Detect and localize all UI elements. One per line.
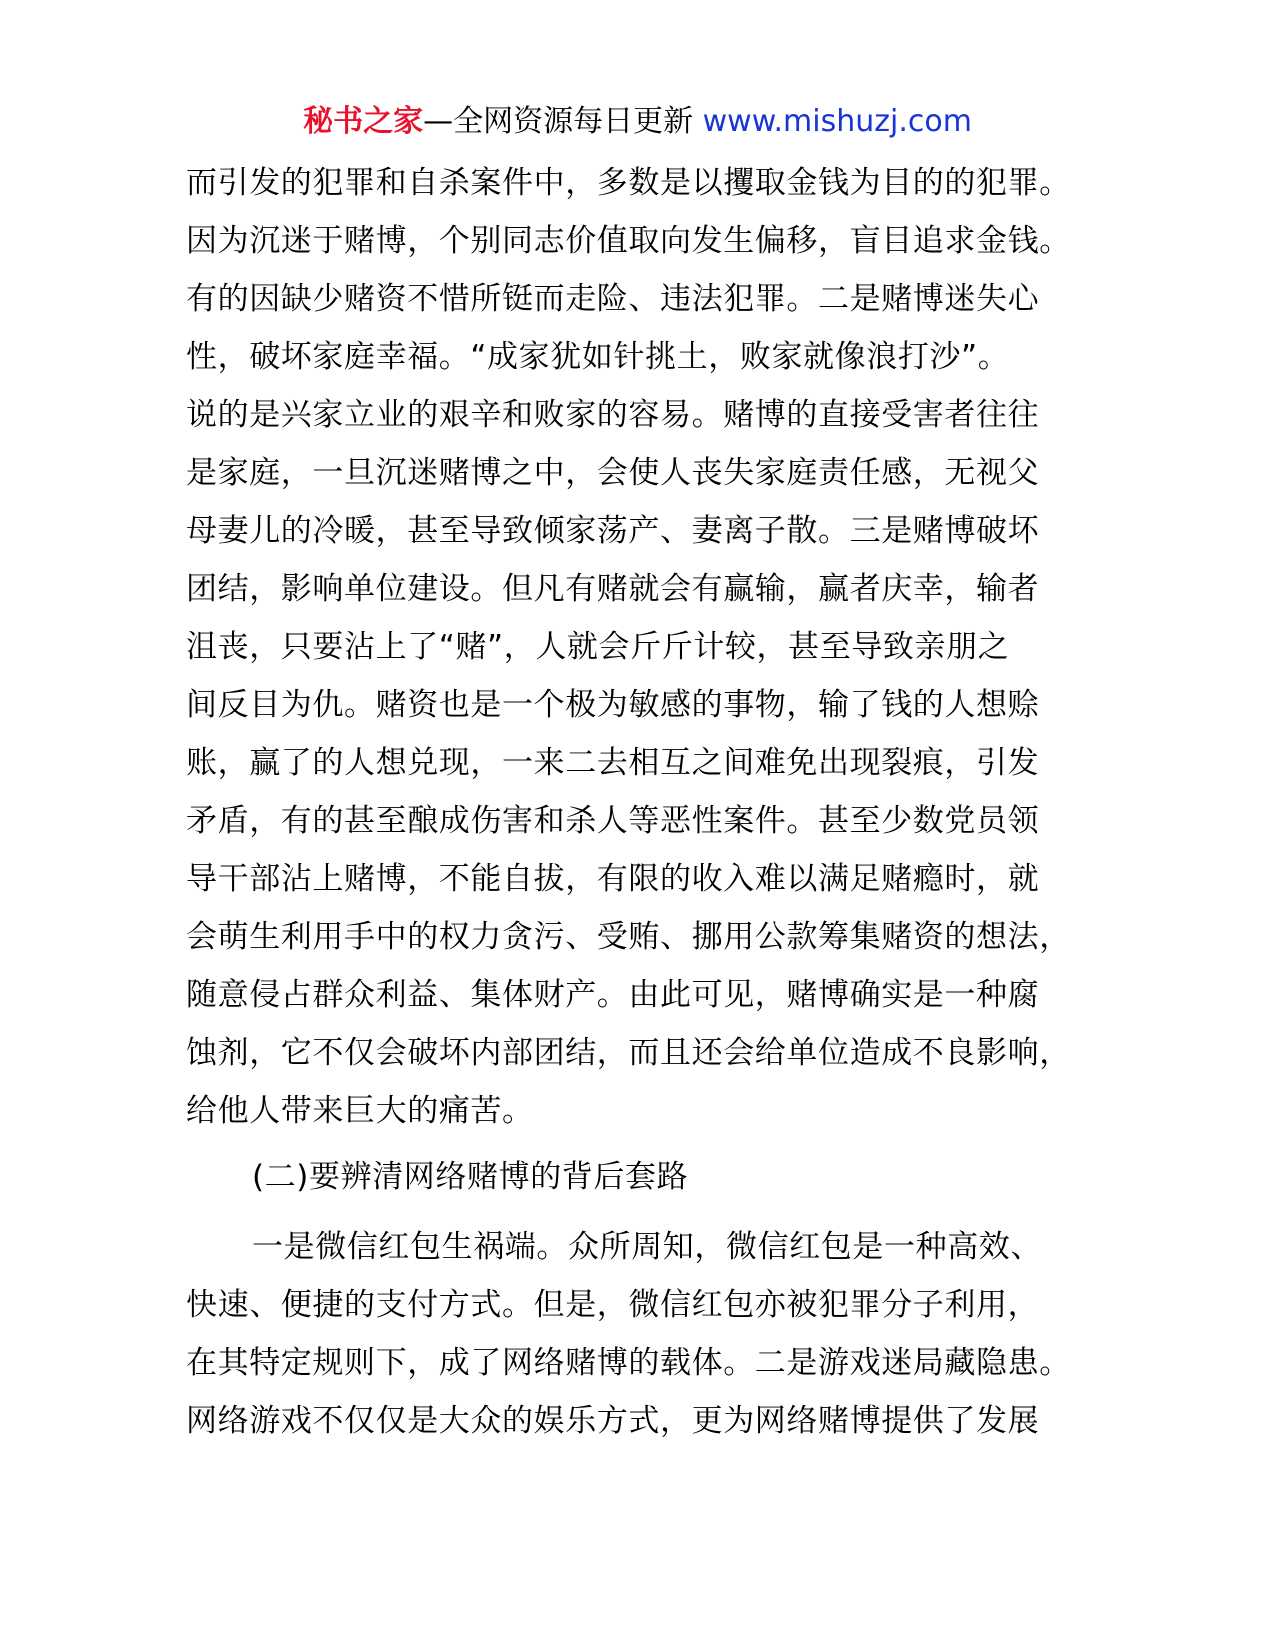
page-header	[0, 100, 1275, 144]
text-line: 间反目为仇。赌资也是一个极为敏感的事物，输了钱的人想赊	[186, 687, 1040, 723]
text-line: 而引发的犯罪和自杀案件中，多数是以攫取金钱为目的的犯罪。	[186, 165, 1071, 201]
text-line: 是家庭，一旦沉迷赌博之中，会使人丧失家庭责任感，无视父	[186, 455, 1040, 491]
paragraph-2	[186, 1218, 1106, 1450]
text-line: 蚀剂，它不仅会破坏内部团结，而且还会给单位造成不良影响，	[186, 1035, 1071, 1071]
text-line: 随意侵占群众利益、集体财产。由此可见，赌博确实是一种腐	[186, 977, 1040, 1013]
text-line: 在其特定规则下，成了网络赌博的载体。二是游戏迷局藏隐患。	[186, 1345, 1071, 1381]
text-line: 网络游戏不仅仅是大众的娱乐方式，更为网络赌博提供了发展	[186, 1403, 1040, 1439]
section-heading: (二)要辨清网络赌博的背后套路	[252, 1159, 689, 1195]
text-line: 母妻儿的冷暖，甚至导致倾家荡产、妻离子散。三是赌博破坏	[186, 513, 1040, 549]
text-line: 给他人带来巨大的痛苦。	[186, 1093, 534, 1129]
text-line: 说的是兴家立业的艰辛和败家的容易。赌博的直接受害者往往	[186, 397, 1040, 433]
text-line: 账，赢了的人想兑现，一来二去相互之间难免出现裂痕，引发	[186, 745, 1040, 781]
paragraph-1	[186, 154, 1106, 1140]
document-body	[186, 154, 1106, 1450]
text-line: 会萌生利用手中的权力贪污、受贿、挪用公款筹集赌资的想法，	[186, 919, 1071, 955]
text-line: 快速、便捷的支付方式。但是，微信红包亦被犯罪分子利用，	[186, 1287, 1040, 1323]
text-line: 导干部沾上赌博，不能自拔，有限的收入难以满足赌瘾时，就	[186, 861, 1040, 897]
text-line: 矛盾，有的甚至酿成伤害和杀人等恶性案件。甚至少数党员领	[186, 803, 1040, 839]
text-line: 有的因缺少赌资不惜所铤而走险、违法犯罪。二是赌博迷失心	[186, 281, 1040, 317]
header-url-link[interactable]: www.mishuzj.com	[702, 104, 972, 139]
text-line: 因为沉迷于赌博，个别同志价值取向发生偏移，盲目追求金钱。	[186, 223, 1071, 259]
text-line: 一是微信红包生祸端。众所周知，微信红包是一种高效、	[252, 1229, 1042, 1265]
text-line: 性，破坏家庭幸福。“成家犹如针挑土，败家就像浪打沙”。	[186, 339, 1010, 375]
header-tagline: —全网资源每日更新	[423, 104, 703, 139]
text-line: 沮丧，只要沾上了“赌”，人就会斤斤计较，甚至导致亲朋之	[186, 629, 1010, 665]
text-line: 团结，影响单位建设。但凡有赌就会有赢输，赢者庆幸，输者	[186, 571, 1040, 607]
header-brand: 秘书之家	[303, 104, 424, 139]
